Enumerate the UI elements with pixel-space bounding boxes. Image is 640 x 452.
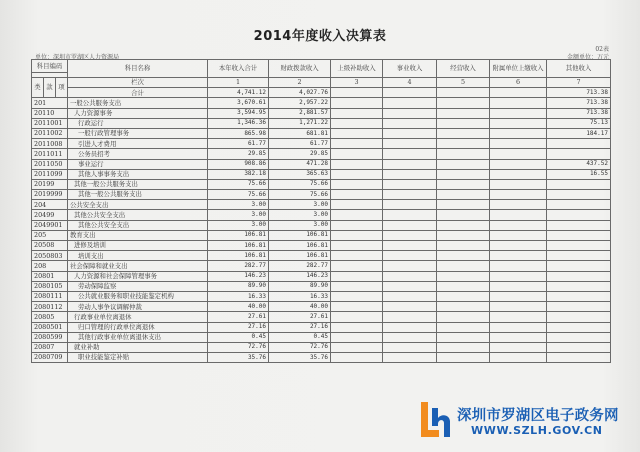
row-subsidiary	[490, 322, 547, 332]
row-code: 2019999	[32, 190, 68, 200]
total-operating	[437, 88, 490, 98]
row-code: 205	[32, 230, 68, 240]
col-index-5: 5	[437, 78, 490, 88]
row-higher	[331, 241, 383, 251]
row-code: 2011011	[32, 149, 68, 159]
row-operating	[437, 118, 490, 128]
row-total: 75.66	[208, 190, 269, 200]
row-operating	[437, 302, 490, 312]
row-higher	[331, 190, 383, 200]
row-fiscal: 0.45	[269, 332, 331, 342]
revenue-table	[31, 59, 611, 363]
row-fiscal: 16.33	[269, 291, 331, 301]
row-subsidiary	[490, 179, 547, 189]
row-total: 3,670.61	[208, 98, 269, 108]
row-total: 72.76	[208, 342, 269, 352]
row-fiscal: 89.90	[269, 281, 331, 291]
row-total: 3,594.95	[208, 108, 269, 118]
row-operating	[437, 128, 490, 138]
row-business	[383, 149, 437, 159]
row-name: 进修及培训	[68, 241, 208, 251]
row-operating	[437, 210, 490, 220]
row-operating	[437, 169, 490, 179]
row-name: 其他一般公共服务支出	[68, 190, 208, 200]
row-code: 2011050	[32, 159, 68, 169]
row-name: 归口管理的行政单位离退休	[68, 322, 208, 332]
row-higher	[331, 210, 383, 220]
row-higher	[331, 291, 383, 301]
page-title: 2014年度收入决算表	[253, 29, 387, 44]
table-row	[32, 302, 611, 312]
row-business	[383, 220, 437, 230]
row-operating	[437, 353, 490, 363]
row-higher	[331, 353, 383, 363]
row-other: 75.13	[547, 118, 611, 128]
row-operating	[437, 159, 490, 169]
row-other	[547, 251, 611, 261]
row-other	[547, 271, 611, 281]
row-fiscal: 27.61	[269, 312, 331, 322]
row-other	[547, 332, 611, 342]
row-other	[547, 322, 611, 332]
table-row	[32, 190, 611, 200]
row-operating	[437, 291, 490, 301]
row-other	[547, 190, 611, 200]
row-operating	[437, 139, 490, 149]
row-subsidiary	[490, 190, 547, 200]
row-business	[383, 179, 437, 189]
row-other	[547, 281, 611, 291]
row-operating	[437, 281, 490, 291]
row-total: 27.16	[208, 322, 269, 332]
row-subsidiary	[490, 271, 547, 281]
row-name: 社会保障和就业支出	[68, 261, 208, 271]
table-row	[32, 342, 611, 352]
row-name: 其他人事事务支出	[68, 169, 208, 179]
row-higher	[331, 118, 383, 128]
table-row	[32, 98, 611, 108]
row-code: 2080105	[32, 281, 68, 291]
row-name: 人力资源事务	[68, 108, 208, 118]
row-business	[383, 312, 437, 322]
row-business	[383, 230, 437, 240]
row-subsidiary	[490, 302, 547, 312]
row-name: 职业技能鉴定补贴	[68, 353, 208, 363]
header-xiang: 项	[56, 78, 68, 98]
row-business	[383, 118, 437, 128]
row-subsidiary	[490, 98, 547, 108]
row-code: 20499	[32, 210, 68, 220]
row-code: 20801	[32, 271, 68, 281]
table-row	[32, 261, 611, 271]
row-fiscal: 75.66	[269, 179, 331, 189]
row-business	[383, 128, 437, 138]
row-higher	[331, 179, 383, 189]
row-subsidiary	[490, 281, 547, 291]
col-index-2: 2	[269, 78, 331, 88]
row-other	[547, 342, 611, 352]
row-fiscal: 3.00	[269, 200, 331, 210]
row-code: 20805	[32, 312, 68, 322]
row-operating	[437, 271, 490, 281]
row-total: 382.18	[208, 169, 269, 179]
table-row	[32, 281, 611, 291]
row-other	[547, 210, 611, 220]
row-business	[383, 271, 437, 281]
row-fiscal: 471.28	[269, 159, 331, 169]
table-row	[32, 200, 611, 210]
row-operating	[437, 342, 490, 352]
row-name: 劳动保障监察	[68, 281, 208, 291]
row-total: 75.66	[208, 179, 269, 189]
col-index-1: 1	[208, 78, 269, 88]
table-row	[32, 251, 611, 261]
row-other	[547, 149, 611, 159]
row-total: 106.81	[208, 241, 269, 251]
row-code: 2050803	[32, 251, 68, 261]
row-operating	[437, 241, 490, 251]
row-code: 2011001	[32, 118, 68, 128]
row-subsidiary	[490, 353, 547, 363]
row-name: 一般公共服务支出	[68, 98, 208, 108]
row-business	[383, 322, 437, 332]
row-higher	[331, 220, 383, 230]
row-subsidiary	[490, 332, 547, 342]
amount-unit: 金额单位：万元	[566, 54, 609, 61]
row-fiscal: 2,957.22	[269, 98, 331, 108]
row-fiscal: 106.81	[269, 251, 331, 261]
row-operating	[437, 261, 490, 271]
table-row	[32, 159, 611, 169]
row-higher	[331, 281, 383, 291]
row-total: 1,346.36	[208, 118, 269, 128]
row-total: 89.90	[208, 281, 269, 291]
row-fiscal: 681.81	[269, 128, 331, 138]
table-row	[32, 230, 611, 240]
row-higher	[331, 98, 383, 108]
row-fiscal: 146.23	[269, 271, 331, 281]
row-higher	[331, 128, 383, 138]
row-higher	[331, 230, 383, 240]
row-higher	[331, 261, 383, 271]
row-other	[547, 220, 611, 230]
row-code: 2080112	[32, 302, 68, 312]
row-fiscal: 365.63	[269, 169, 331, 179]
row-subsidiary	[490, 230, 547, 240]
row-name: 劳动人事争议调解仲裁	[68, 302, 208, 312]
row-code: 201	[32, 98, 68, 108]
row-other: 437.52	[547, 159, 611, 169]
site-url: WWW.SZLH.GOV.CN	[471, 424, 603, 437]
header-other: 其他收入	[547, 60, 611, 78]
row-business	[383, 139, 437, 149]
row-operating	[437, 312, 490, 322]
row-higher	[331, 271, 383, 281]
row-other	[547, 139, 611, 149]
row-business	[383, 261, 437, 271]
reporting-unit: 单位：深圳市罗湖区人力资源局	[35, 54, 120, 61]
row-name: 人力资源和社会保障管理事务	[68, 271, 208, 281]
row-fiscal: 75.66	[269, 190, 331, 200]
row-name: 其他一般公共服务支出	[68, 179, 208, 189]
row-subsidiary	[490, 149, 547, 159]
row-fiscal: 282.77	[269, 261, 331, 271]
table-row	[32, 312, 611, 322]
row-business	[383, 302, 437, 312]
row-subsidiary	[490, 261, 547, 271]
row-other	[547, 302, 611, 312]
row-total: 282.77	[208, 261, 269, 271]
total-business	[383, 88, 437, 98]
row-subsidiary	[490, 169, 547, 179]
row-business	[383, 159, 437, 169]
row-other	[547, 291, 611, 301]
col-index-6: 6	[490, 78, 547, 88]
row-fiscal: 40.00	[269, 302, 331, 312]
row-operating	[437, 190, 490, 200]
row-subsidiary	[490, 291, 547, 301]
total-higher	[331, 88, 383, 98]
row-higher	[331, 139, 383, 149]
row-name: 引进人才费用	[68, 139, 208, 149]
row-code: 2011002	[32, 128, 68, 138]
table-body	[32, 98, 611, 363]
row-higher	[331, 342, 383, 352]
row-fiscal: 3.00	[269, 220, 331, 230]
row-name: 公共安全支出	[68, 200, 208, 210]
row-fiscal: 3.00	[269, 210, 331, 220]
row-code: 2049901	[32, 220, 68, 230]
row-code: 2080501	[32, 322, 68, 332]
row-other	[547, 200, 611, 210]
row-operating	[437, 322, 490, 332]
table-row	[32, 220, 611, 230]
row-subsidiary	[490, 139, 547, 149]
row-code: 208	[32, 261, 68, 271]
row-subsidiary	[490, 200, 547, 210]
row-higher	[331, 332, 383, 342]
row-total: 35.76	[208, 353, 269, 363]
row-name: 行政事业单位离退休	[68, 312, 208, 322]
row-business	[383, 291, 437, 301]
row-code: 204	[32, 200, 68, 210]
row-name: 行政运行	[68, 118, 208, 128]
row-business	[383, 108, 437, 118]
row-name: 其他行政事业单位离退休支出	[68, 332, 208, 342]
header-total: 本年收入合计	[208, 60, 269, 78]
row-code: 2080599	[32, 332, 68, 342]
row-business	[383, 169, 437, 179]
table-row	[32, 118, 611, 128]
row-operating	[437, 98, 490, 108]
table-row	[32, 322, 611, 332]
row-name: 公共就业服务和职业技能鉴定机构	[68, 291, 208, 301]
row-other	[547, 261, 611, 271]
table-row	[32, 108, 611, 118]
table-row	[32, 179, 611, 189]
row-code: 2011008	[32, 139, 68, 149]
header-fiscal: 财政拨款收入	[269, 60, 331, 78]
row-fiscal: 27.16	[269, 322, 331, 332]
row-business	[383, 332, 437, 342]
row-operating	[437, 251, 490, 261]
row-higher	[331, 251, 383, 261]
row-business	[383, 200, 437, 210]
row-name: 其他公共安全支出	[68, 210, 208, 220]
row-name: 公务员招考	[68, 149, 208, 159]
row-total: 0.45	[208, 332, 269, 342]
row-subsidiary	[490, 108, 547, 118]
row-business	[383, 281, 437, 291]
row-other: 16.55	[547, 169, 611, 179]
row-subsidiary	[490, 241, 547, 251]
table-row	[32, 210, 611, 220]
row-fiscal: 106.81	[269, 230, 331, 240]
row-code: 2080709	[32, 353, 68, 363]
row-other	[547, 353, 611, 363]
header-name: 科目名称	[68, 60, 208, 78]
row-total: 3.00	[208, 200, 269, 210]
row-higher	[331, 149, 383, 159]
row-operating	[437, 108, 490, 118]
row-code: 20807	[32, 342, 68, 352]
row-code: 20110	[32, 108, 68, 118]
row-operating	[437, 200, 490, 210]
row-subsidiary	[490, 342, 547, 352]
row-business	[383, 353, 437, 363]
row-business	[383, 190, 437, 200]
table-row	[32, 271, 611, 281]
row-name: 培训支出	[68, 251, 208, 261]
header-kuan: 款	[44, 78, 56, 98]
row-higher	[331, 108, 383, 118]
row-business	[383, 241, 437, 251]
row-higher	[331, 312, 383, 322]
row-higher	[331, 169, 383, 179]
row-other: 184.17	[547, 128, 611, 138]
header-lanci: 栏次	[68, 78, 208, 88]
table-row	[32, 139, 611, 149]
row-total: 29.85	[208, 149, 269, 159]
table-row	[32, 332, 611, 342]
table-row	[32, 169, 611, 179]
row-total: 865.98	[208, 128, 269, 138]
row-operating	[437, 230, 490, 240]
total-fiscal: 4,027.76	[269, 88, 331, 98]
site-name: 深圳市罗湖区电子政务网	[457, 408, 619, 424]
row-name: 就业补助	[68, 342, 208, 352]
row-fiscal: 2,881.57	[269, 108, 331, 118]
total-other: 713.38	[547, 88, 611, 98]
row-name: 其他公共安全支出	[68, 220, 208, 230]
row-fiscal: 72.76	[269, 342, 331, 352]
table-row	[32, 128, 611, 138]
header-code: 科目编码	[32, 60, 68, 73]
col-index-7: 7	[547, 78, 611, 88]
row-higher	[331, 322, 383, 332]
row-name: 事业运行	[68, 159, 208, 169]
row-operating	[437, 149, 490, 159]
row-code: 2080111	[32, 291, 68, 301]
sheet-number: 02表	[595, 46, 609, 53]
table-row	[32, 149, 611, 159]
total-subsidiary	[490, 88, 547, 98]
row-subsidiary	[490, 128, 547, 138]
row-name: 教育支出	[68, 230, 208, 240]
total-sum: 4,741.12	[208, 88, 269, 98]
row-other	[547, 241, 611, 251]
row-subsidiary	[490, 118, 547, 128]
row-other	[547, 179, 611, 189]
row-total: 61.77	[208, 139, 269, 149]
header-lei: 类	[32, 78, 44, 98]
table-row	[32, 291, 611, 301]
col-index-3: 3	[331, 78, 383, 88]
total-label: 合计	[68, 88, 208, 98]
row-other: 713.38	[547, 108, 611, 118]
row-higher	[331, 302, 383, 312]
row-other: 713.38	[547, 98, 611, 108]
row-other	[547, 230, 611, 240]
row-code: 20199	[32, 179, 68, 189]
row-fiscal: 1,271.22	[269, 118, 331, 128]
row-operating	[437, 332, 490, 342]
row-total: 3.00	[208, 210, 269, 220]
row-total: 908.86	[208, 159, 269, 169]
row-total: 16.33	[208, 291, 269, 301]
row-total: 40.00	[208, 302, 269, 312]
header-operating: 经营收入	[437, 60, 490, 78]
table-row	[32, 241, 611, 251]
row-higher	[331, 200, 383, 210]
row-business	[383, 342, 437, 352]
row-code: 20508	[32, 241, 68, 251]
row-subsidiary	[490, 312, 547, 322]
row-higher	[331, 159, 383, 169]
row-operating	[437, 179, 490, 189]
row-subsidiary	[490, 251, 547, 261]
col-index-4: 4	[383, 78, 437, 88]
row-fiscal: 106.81	[269, 241, 331, 251]
row-business	[383, 251, 437, 261]
header-business: 事业收入	[383, 60, 437, 78]
row-subsidiary	[490, 210, 547, 220]
row-fiscal: 61.77	[269, 139, 331, 149]
row-fiscal: 35.76	[269, 353, 331, 363]
table-row	[32, 353, 611, 363]
row-fiscal: 29.85	[269, 149, 331, 159]
row-total: 106.81	[208, 251, 269, 261]
header-subsidiary: 附属单位上缴收入	[490, 60, 547, 78]
row-total: 27.61	[208, 312, 269, 322]
row-operating	[437, 220, 490, 230]
row-other	[547, 312, 611, 322]
row-total: 3.00	[208, 220, 269, 230]
row-business	[383, 98, 437, 108]
row-code: 2011099	[32, 169, 68, 179]
lh-logo-icon	[417, 400, 455, 440]
row-name: 一般行政管理事务	[68, 128, 208, 138]
row-business	[383, 210, 437, 220]
site-watermark	[417, 400, 620, 440]
header-higher: 上级补助收入	[331, 60, 383, 78]
row-total: 106.81	[208, 230, 269, 240]
row-total: 146.23	[208, 271, 269, 281]
row-subsidiary	[490, 220, 547, 230]
row-subsidiary	[490, 159, 547, 169]
